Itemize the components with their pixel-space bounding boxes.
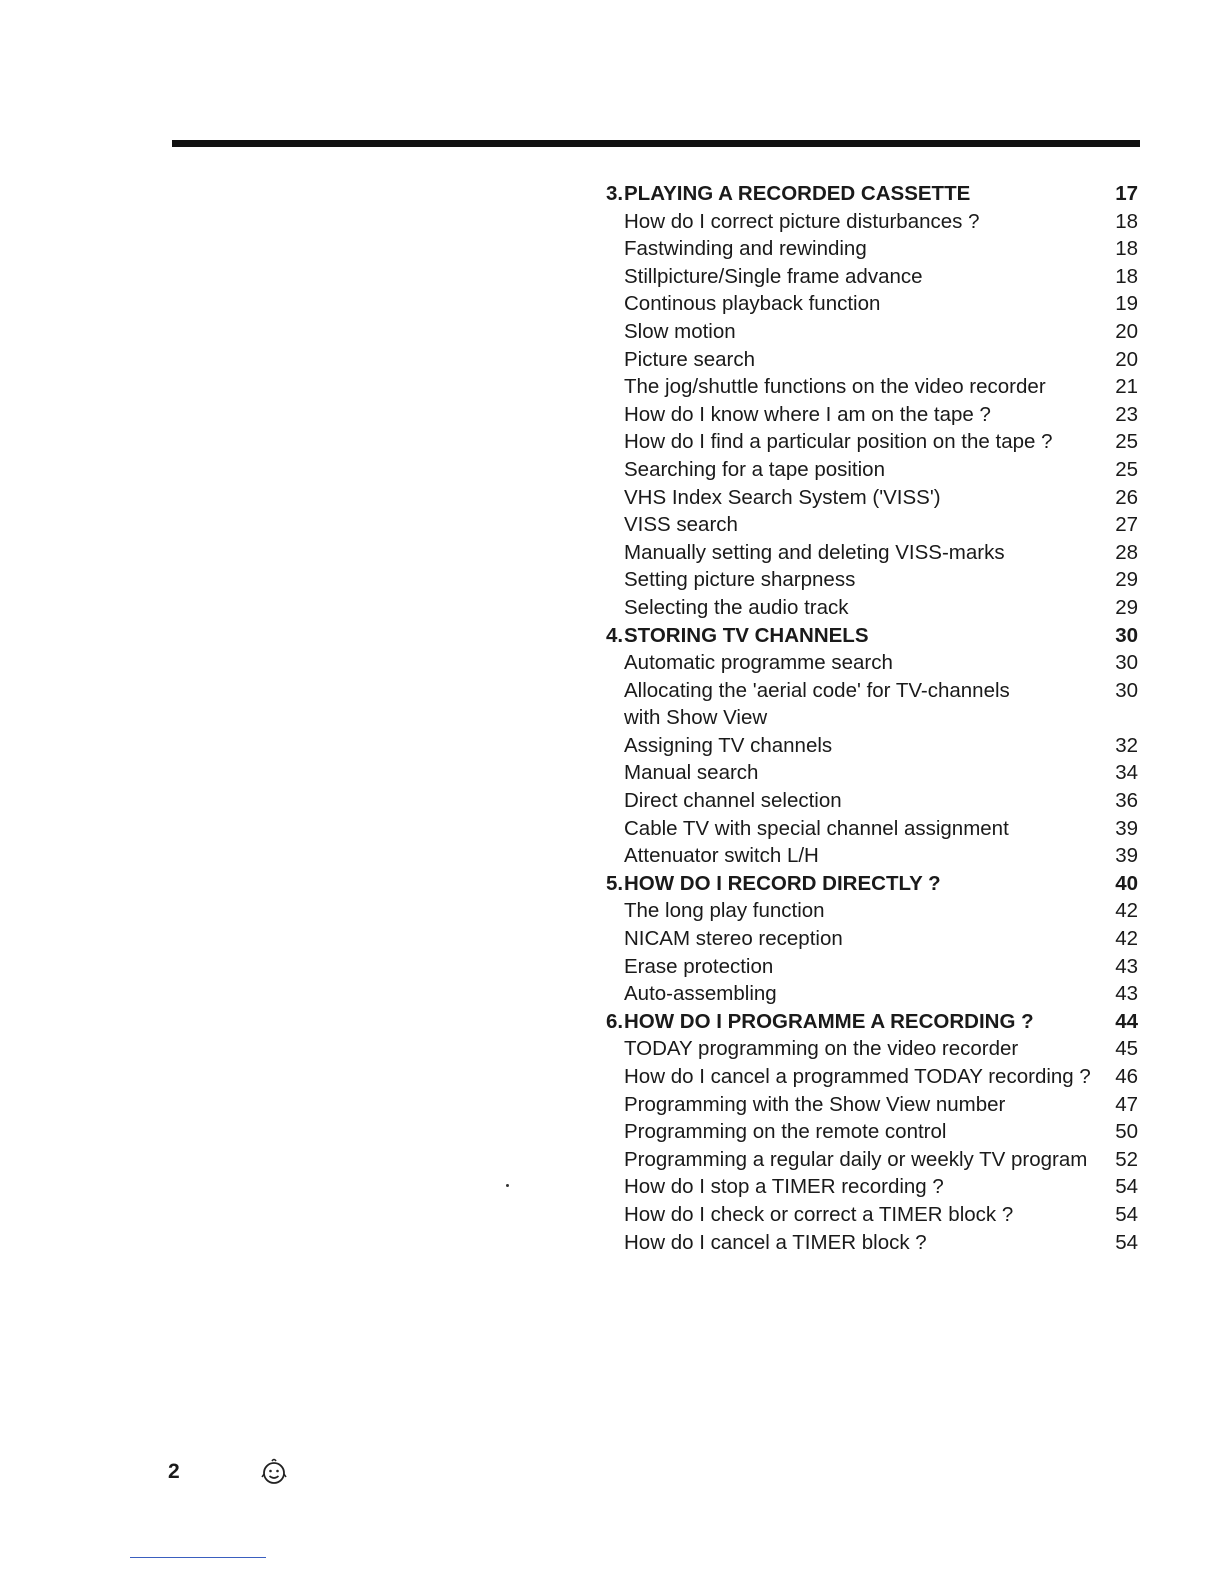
toc-section-number: 3.	[606, 182, 624, 205]
toc-page-number: 52	[1115, 1147, 1138, 1171]
toc-page-number: 54	[1115, 1230, 1138, 1254]
toc-entry	[606, 318, 1138, 346]
toc-entry-title: TODAY programming on the video recorder	[624, 1037, 1019, 1061]
toc-section-heading	[606, 1008, 1138, 1036]
toc-page-number: 34	[1115, 761, 1138, 785]
toc-page-number: 46	[1115, 1065, 1138, 1088]
toc-entry	[606, 1201, 1138, 1229]
toc-entry	[606, 511, 1138, 539]
toc-entry	[606, 897, 1138, 925]
toc-entry-title: Direct channel selection	[624, 789, 842, 813]
toc-entry	[606, 1229, 1138, 1257]
toc-section-number: 6.	[606, 1009, 624, 1033]
toc-page-number: 43	[1115, 982, 1138, 1006]
toc-entry	[606, 842, 1138, 870]
toc-section-title: STORING TV CHANNELS	[624, 623, 869, 647]
toc-section-heading	[606, 180, 1138, 208]
toc-page-number: 29	[1115, 595, 1138, 619]
toc-page-number: 19	[1115, 292, 1138, 316]
header-rule	[172, 140, 1140, 147]
toc-entry-title: Erase protection	[624, 954, 774, 978]
toc-entry	[606, 649, 1138, 677]
table-of-contents	[606, 180, 1138, 1256]
toc-entry-title: Continous playback function	[624, 292, 881, 316]
toc-entry-title: Allocating the 'aerial code' for TV-channels	[624, 678, 1010, 702]
child-face-icon	[260, 1458, 288, 1486]
toc-section-title: HOW DO I PROGRAMME A RECORDING ?	[624, 1009, 1034, 1033]
toc-entry-title: How do I find a particular position on the tape ?	[624, 430, 1053, 454]
toc-page-number: 25	[1115, 457, 1138, 481]
toc-page-number: 27	[1115, 513, 1138, 537]
toc-entry	[606, 208, 1138, 236]
toc-entry-title: with Show View	[624, 706, 768, 730]
toc-page-number: 45	[1115, 1037, 1138, 1061]
toc-section-heading	[606, 870, 1138, 898]
toc-entry-title: How do I cancel a TIMER block ?	[624, 1230, 927, 1254]
toc-entry-title: Selecting the audio track	[624, 595, 849, 619]
toc-entry-title: Manual search	[624, 761, 759, 785]
toc-entry	[606, 1146, 1138, 1174]
toc-page-number: 39	[1115, 816, 1138, 840]
toc-entry	[606, 1035, 1138, 1063]
toc-entry-title: Programming on the remote control	[624, 1120, 947, 1144]
toc-page-number: 21	[1115, 375, 1138, 399]
toc-page-number: 28	[1115, 540, 1138, 564]
toc-entry-title: Auto-assembling	[624, 982, 777, 1006]
page-number: 2	[168, 1460, 180, 1483]
toc-entry	[606, 732, 1138, 760]
toc-entry-title: Automatic programme search	[624, 651, 893, 675]
toc-entry	[606, 484, 1138, 512]
toc-page-number: 47	[1115, 1092, 1138, 1116]
toc-page-number: 30	[1115, 678, 1138, 702]
toc-page-number: 36	[1115, 789, 1138, 813]
toc-entry-title: How do I correct picture disturbances ?	[624, 209, 980, 233]
toc-entry	[606, 1063, 1138, 1091]
toc-page-number: 40	[1115, 871, 1138, 895]
toc-entry	[606, 539, 1138, 567]
toc-entry	[606, 1173, 1138, 1201]
toc-entry	[606, 815, 1138, 843]
toc-entry	[606, 953, 1138, 981]
toc-entry-title: VISS search	[624, 513, 738, 537]
toc-entry	[606, 759, 1138, 787]
toc-entry-title: Setting picture sharpness	[624, 568, 856, 592]
toc-entry-title: The jog/shuttle functions on the video recorder	[624, 375, 1046, 399]
toc-entry-title: How do I cancel a programmed TODAY recording ?	[624, 1065, 1091, 1088]
toc-page-number: 25	[1115, 430, 1138, 454]
toc-page-number: 20	[1115, 347, 1138, 371]
toc-page-number: 50	[1115, 1120, 1138, 1144]
toc-page-number: 26	[1115, 485, 1138, 509]
toc-section-heading	[606, 622, 1138, 650]
toc-entry-title: Attenuator switch L/H	[624, 844, 819, 868]
toc-entry-title: How do I stop a TIMER recording ?	[624, 1175, 944, 1199]
toc-page-number: 18	[1115, 209, 1138, 233]
toc-entry	[606, 456, 1138, 484]
toc-page-number: 17	[1115, 182, 1138, 205]
toc-entry-title: Fastwinding and rewinding	[624, 237, 867, 261]
toc-entry	[606, 428, 1138, 456]
toc-entry-title: Assigning TV channels	[624, 733, 833, 757]
toc-entry-title: The long play function	[624, 899, 825, 923]
toc-entry	[606, 704, 1138, 732]
toc-page-number: 54	[1115, 1202, 1138, 1226]
toc-page-number: 30	[1115, 623, 1138, 647]
toc-entry	[606, 235, 1138, 263]
toc-entry-title: Picture search	[624, 347, 756, 371]
toc-page-number: 42	[1115, 899, 1138, 923]
toc-page-number: 39	[1115, 844, 1138, 868]
toc-page-number: 20	[1115, 319, 1138, 343]
toc-entry	[606, 787, 1138, 815]
toc-entry	[606, 373, 1138, 401]
toc-page-number: 43	[1115, 954, 1138, 978]
toc-entry	[606, 925, 1138, 953]
toc-entry-title: Programming with the Show View number	[624, 1092, 1006, 1116]
toc-page-number: 23	[1115, 402, 1138, 426]
toc-entry-title: Slow motion	[624, 319, 736, 343]
toc-page-number: 18	[1115, 237, 1138, 261]
toc-section-number: 5.	[606, 871, 624, 895]
toc-page-number: 32	[1115, 733, 1138, 757]
toc-entry	[606, 401, 1138, 429]
toc-entry	[606, 677, 1138, 705]
toc-entry-title: How do I know where I am on the tape ?	[624, 402, 991, 426]
toc-entry-title: VHS Index Search System ('VISS')	[624, 485, 941, 509]
toc-page-number: 42	[1115, 927, 1138, 951]
toc-page-number: 54	[1115, 1175, 1138, 1199]
toc-entry-title: How do I check or correct a TIMER block ?	[624, 1202, 1014, 1226]
toc-entry-title: Stillpicture/Single frame advance	[624, 264, 923, 288]
scan-dot	[506, 1184, 509, 1187]
toc-entry	[606, 263, 1138, 291]
toc-page-number: 29	[1115, 568, 1138, 592]
toc-entry	[606, 566, 1138, 594]
toc-entry	[606, 594, 1138, 622]
toc-entry	[606, 290, 1138, 318]
toc-section-title: HOW DO I RECORD DIRECTLY ?	[624, 871, 941, 895]
toc-entry	[606, 980, 1138, 1008]
toc-page-number: 30	[1115, 651, 1138, 675]
toc-page-number: 18	[1115, 264, 1138, 288]
toc-entry-title: Cable TV with special channel assignment	[624, 816, 1009, 840]
toc-section-title: PLAYING A RECORDED CASSETTE	[624, 182, 971, 205]
toc-entry	[606, 1118, 1138, 1146]
toc-entry-title: Manually setting and deleting VISS-marks	[624, 540, 1005, 564]
toc-entry	[606, 1091, 1138, 1119]
toc-entry	[606, 346, 1138, 374]
toc-page-number: 44	[1115, 1009, 1138, 1033]
toc-entry-title: Programming a regular daily or weekly TV program	[624, 1147, 1088, 1171]
bottom-scan-line	[130, 1557, 266, 1558]
toc-entry-title: Searching for a tape position	[624, 457, 885, 481]
toc-section-number: 4.	[606, 623, 624, 647]
toc-entry-title: NICAM stereo reception	[624, 927, 843, 951]
